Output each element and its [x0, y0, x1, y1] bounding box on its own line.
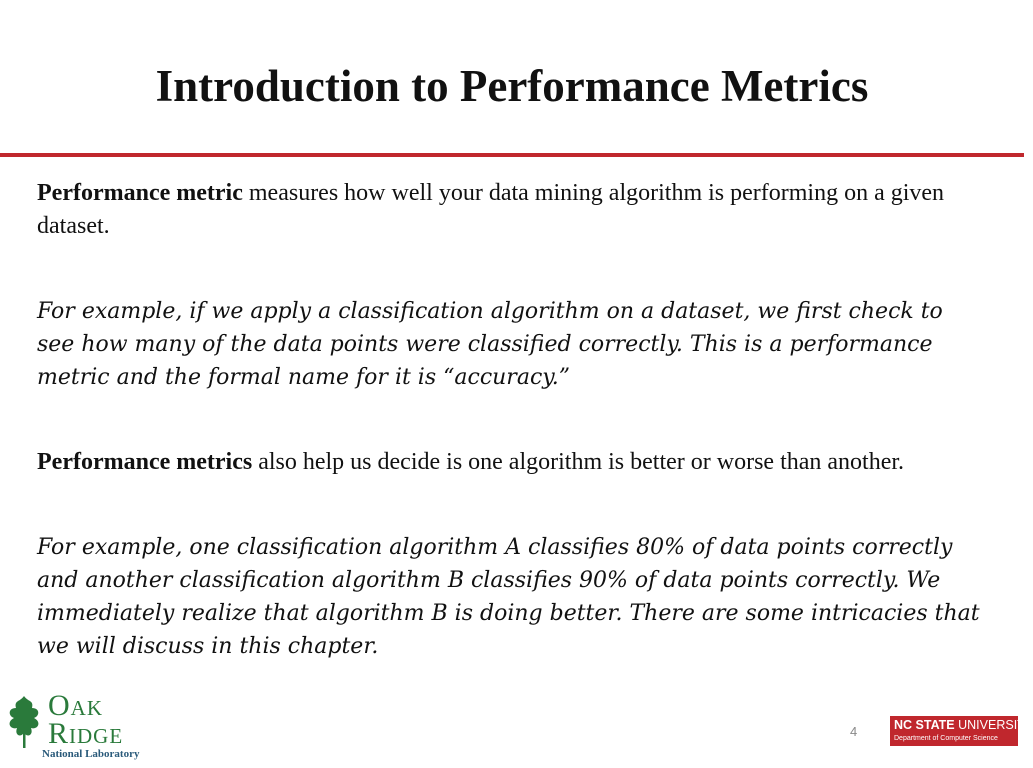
oak-ridge-logo: [4, 690, 144, 764]
term-performance-metric: Performance metric: [37, 180, 243, 206]
page-number: 4: [850, 724, 858, 739]
slide-body: [37, 177, 987, 715]
term-performance-metrics: Performance metrics: [37, 449, 253, 475]
paragraph-example-comparison: For example, one classification algorithm A classifies 80% of data points correctly and another classification algorithm B classifies 90% of data points correctly. We immediately realize that algorithm B is doing better. There are some intricacies that we will discuss in this chapter.: [37, 535, 980, 659]
oak-ridge-line1: Oak: [48, 689, 103, 722]
comparison-text: also help us decide is one algorithm is better or worse than another.: [252, 449, 905, 475]
oak-ridge-line3: National Laboratory: [42, 748, 140, 760]
ncsu-department: Department of Computer Science: [894, 735, 998, 742]
ncsu-bold: NC STATE: [894, 718, 955, 732]
paragraph-comparison: [37, 446, 987, 479]
slide-title: Introduction to Performance Metrics: [155, 61, 869, 111]
title-divider: [0, 153, 1024, 157]
ncsu-logo: [890, 716, 1033, 746]
oak-ridge-line2: Ridge: [48, 717, 124, 750]
paragraph-example-accuracy: For example, if we apply a classification algorithm on a dataset, we first check to see how many of the data points were classified correctly. This is a performance metric and the formal name for it is “accuracy.”: [37, 299, 943, 390]
paragraph-definition: [37, 177, 987, 243]
oak-leaf-icon: [4, 694, 44, 750]
definition-text: measures how well your data mining algorithm is performing on a given dataset.: [37, 180, 945, 239]
ncsu-light: UNIVERSITY: [954, 718, 1033, 732]
